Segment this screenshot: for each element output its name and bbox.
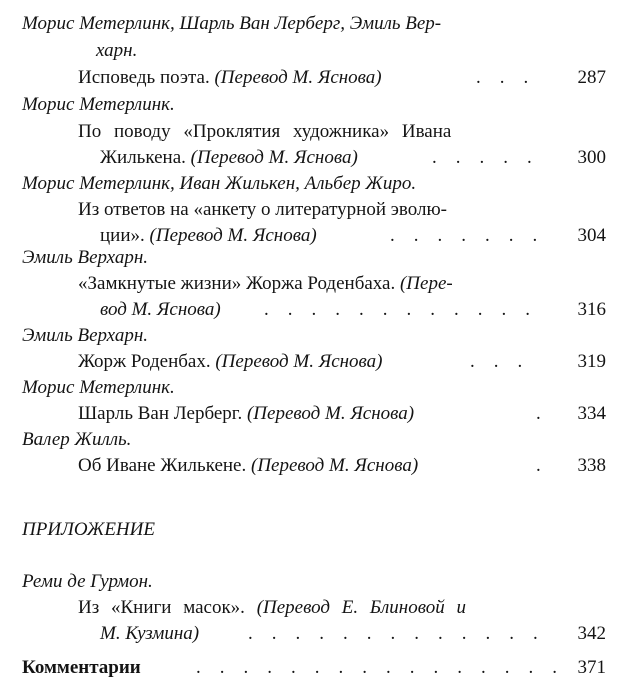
entry-2-translator: (Перевод М. Яснова) — [190, 147, 358, 168]
entry-5-translator: (Перевод М. Яснова) — [215, 351, 383, 372]
appendix-title-text: Из «Книги масок». — [78, 597, 257, 618]
entry-4-leader-dots: . . . . . . . . . . . . — [264, 299, 530, 320]
entry-3-translator: (Перевод М. Яснова) — [149, 225, 317, 246]
entry-6-title-text: Шарль Ван Лерберг. — [78, 403, 247, 424]
entry-3-page-number: 304 — [577, 225, 606, 246]
entry-4-title-text: «Замкнутые жизни» Жоржа Роденбаха. — [78, 273, 400, 294]
appendix-translator-part-1: (Перевод Е. Блиновой и — [256, 597, 466, 618]
entry-3-leader-dots: . . . . . . . — [390, 225, 538, 246]
entry-2-page-number: 300 — [577, 147, 606, 168]
entry-2-leader-dots: . . . . . — [432, 147, 532, 168]
appendix-page-number: 342 — [577, 623, 606, 644]
entry-5-author: Эмиль Верхарн. — [22, 325, 148, 346]
entry-4-translator-part-1: (Пере- — [399, 273, 453, 294]
entry-2-author: Морис Метерлинк. — [22, 94, 175, 115]
entry-6-author: Морис Метерлинк. — [22, 377, 175, 398]
entry-6-translator: (Перевод М. Яснова) — [246, 403, 415, 424]
entry-7-title-text: Об Иване Жилькене. — [78, 455, 251, 476]
appendix-leader-dots: . . . . . . . . . . . . . — [248, 623, 538, 644]
entry-3-author: Морис Метерлинк, Иван Жилькен, Альбер Жиро. — [22, 173, 417, 194]
appendix-translator-part-2[interactable]: М. Кузмина) — [100, 623, 200, 644]
entry-7-translator: (Перевод М. Яснова) — [251, 455, 419, 476]
commentary-page-number: 371 — [577, 657, 606, 678]
entry-2-title-line-2[interactable] — [100, 146, 358, 170]
entry-7-author: Валер Жилль. — [22, 429, 132, 450]
entry-7-leader-dots: . — [536, 455, 541, 476]
entry-1-leader-dots: . . . — [476, 67, 529, 88]
entry-5-title-text: Жорж Роденбах. — [78, 351, 216, 372]
entry-6-leader-dots: . — [536, 403, 541, 424]
entry-4-title-line-1[interactable] — [78, 272, 453, 296]
entry-5-title[interactable] — [78, 350, 383, 374]
entry-4-author: Эмиль Верхарн. — [22, 247, 148, 268]
entry-4-translator-part-2[interactable]: вод М. Яснова) — [100, 299, 221, 320]
entry-1-title[interactable] — [78, 66, 382, 90]
entry-1-page-number: 287 — [577, 67, 606, 88]
entry-2-title-text: Жилькена. — [100, 147, 191, 168]
entry-5-page-number: 319 — [577, 351, 606, 372]
entry-1-author-line-2: харн. — [96, 40, 138, 61]
entry-3-title-line-2[interactable] — [100, 224, 317, 248]
entry-3-title-text: ции». — [100, 225, 150, 246]
commentary-label[interactable]: Комментарии — [22, 657, 141, 678]
entry-7-title[interactable] — [78, 454, 418, 478]
entry-1-title-text: Исповедь поэта. — [78, 67, 215, 88]
appendix-heading: ПРИЛОЖЕНИЕ — [22, 519, 155, 540]
entry-4-page-number: 316 — [577, 299, 606, 320]
entry-3-title-line-1[interactable]: Из ответов на «анкету о литературной эволю- — [78, 199, 448, 220]
entry-1-translator: (Перевод М. Яснова) — [214, 67, 382, 88]
entry-1-author-line-1: Морис Метерлинк, Шарль Ван Лерберг, Эмиль Вер- — [22, 13, 442, 34]
appendix-title-line-1[interactable] — [78, 596, 466, 620]
appendix-author: Реми де Гурмон. — [22, 571, 153, 592]
entry-2-title-line-1[interactable]: По поводу «Проклятия художника» Ивана — [78, 121, 452, 142]
entry-6-page-number: 334 — [577, 403, 606, 424]
commentary-leader-dots: . . . . . . . . . . . . . . . . — [196, 657, 557, 678]
entry-7-page-number: 338 — [577, 455, 606, 476]
entry-5-leader-dots: . . . — [470, 351, 523, 372]
entry-6-title[interactable] — [78, 402, 414, 426]
